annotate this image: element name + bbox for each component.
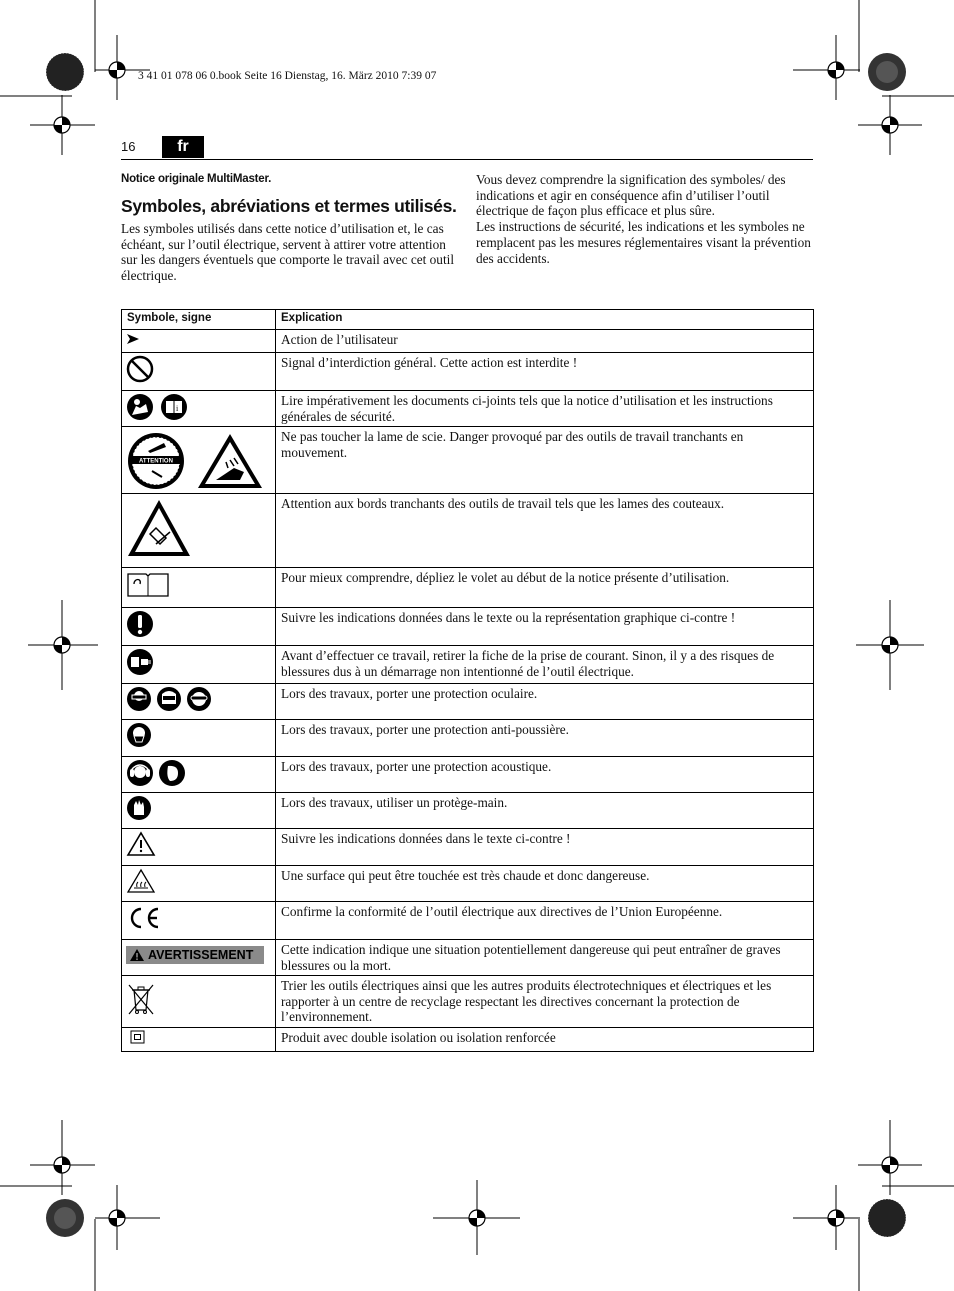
row-text: Lors des travaux, porter une protection acoustique. xyxy=(276,757,814,793)
header-rule xyxy=(121,159,813,160)
ce-mark-icon xyxy=(126,904,162,932)
table-row xyxy=(122,608,814,646)
symbols-table xyxy=(121,309,814,1052)
table-row xyxy=(122,793,814,829)
row-text: Suivre les indications données dans le texte ci-contre ! xyxy=(276,829,814,866)
table-row xyxy=(122,646,814,684)
hand-protection-icon xyxy=(126,795,152,821)
intro-left-column xyxy=(121,221,456,284)
col-header-explanation: Explication xyxy=(276,310,814,330)
row-text: Ne pas toucher la lame de scie. Danger provoqué par des outils de travail tranchants en mouvement. xyxy=(276,427,814,494)
row-text: Suivre les indications données dans le texte ou la représentation graphique ci-contre ! xyxy=(276,608,814,646)
prohibition-icon xyxy=(126,355,154,383)
row-text: Pour mieux comprendre, dépliez le volet au début de la notice présente d’utilisation. xyxy=(276,568,814,608)
row-text: Signal d’interdiction général. Cette action est interdite ! xyxy=(276,353,814,391)
row-text: Lire impérativement les documents ci-joints tels que la notice d’utilisation et les instructions générales de sécurité. xyxy=(276,391,814,427)
saw-blade-danger-icon xyxy=(126,431,186,491)
row-text: Action de l’utilisateur xyxy=(276,330,814,353)
table-row xyxy=(122,330,814,353)
original-notice: Notice originale MultiMaster. xyxy=(121,173,272,185)
row-text: Une surface qui peut être touchée est très chaude et donc dangereuse. xyxy=(276,866,814,902)
page-number: 16 xyxy=(121,139,136,154)
row-text: Lors des travaux, porter une protection anti-poussière. xyxy=(276,720,814,757)
intro-paragraph-2: Les instructions de sécurité, les indications et les symboles ne remplacent pas les mesures réglementaires visant la prévention des accidents. xyxy=(476,219,811,266)
intro-right-column xyxy=(476,172,813,266)
blade-warning-triangle-icon xyxy=(196,432,264,490)
svg-text:i: i xyxy=(176,404,179,413)
ear-protection-icon xyxy=(126,759,154,787)
eye-protection-icon xyxy=(126,686,152,712)
table-header-row xyxy=(122,310,814,330)
arrow-icon xyxy=(126,333,140,345)
row-text: Avant d’effectuer ce travail, retirer la fiche de la prise de courant. Sinon, il y a des risques de blessures dus à un démarrage non intentionné de l’outil électrique. xyxy=(276,646,814,684)
exclamation-icon xyxy=(126,610,154,638)
table-row xyxy=(122,976,814,1028)
double-insulation-icon xyxy=(130,1030,146,1044)
sharp-edge-warning-icon xyxy=(126,498,192,560)
table-row xyxy=(122,829,814,866)
warning-badge-label: AVERTISSEMENT xyxy=(148,948,254,962)
row-text: Produit avec double isolation ou isolation renforcée xyxy=(276,1027,814,1051)
dust-mask-icon xyxy=(126,722,152,748)
row-text: Confirme la conformité de l’outil électrique aux directives de l’Union Européenne. xyxy=(276,902,814,940)
section-heading: Symboles, abréviations et termes utilisés. xyxy=(121,196,457,216)
warning-triangle-icon xyxy=(126,831,156,857)
manual-book-icon xyxy=(160,393,188,421)
table-row xyxy=(122,940,814,976)
hot-surface-icon xyxy=(126,868,156,894)
table-row xyxy=(122,866,814,902)
intro-paragraph-1: Vous devez comprendre la signification des symboles/ des indications et agir en conséquence afin d’utiliser l’outil électrique de façon plus efficace et plus sûre. xyxy=(476,172,786,219)
face-shield-icon xyxy=(156,686,182,712)
warning-badge xyxy=(126,946,264,964)
crossed-bin-icon xyxy=(126,982,156,1016)
table-row xyxy=(122,353,814,391)
table-row xyxy=(122,720,814,757)
table-row xyxy=(122,494,814,568)
fold-out-page-icon xyxy=(126,570,170,598)
table-row xyxy=(122,1027,814,1051)
intro-paragraph: Les symboles utilisés dans cette notice d’utilisation et, le cas échéant, sur l’outil électrique, servent à attirer votre attention sur les dangers éventuels que comporte le travail avec cet outil électrique. xyxy=(121,221,455,284)
row-text: Trier les outils électriques ainsi que les autres produits électrotechniques et électriques et les rapporter à un centre de recyclage respectant les directives concernant la protection de l’environnement. xyxy=(276,976,814,1028)
table-row xyxy=(122,902,814,940)
row-text: Lors des travaux, porter une protection oculaire. xyxy=(276,684,814,720)
unplug-icon xyxy=(126,648,154,676)
table-row xyxy=(122,427,814,494)
ear-plugs-icon xyxy=(158,759,186,787)
table-row xyxy=(122,757,814,793)
table-row xyxy=(122,568,814,608)
col-header-symbol: Symbole, signe xyxy=(122,310,276,330)
table-row xyxy=(122,391,814,427)
book-info: 3 41 01 078 06 0.book Seite 16 Dienstag, 16. März 2010 7:39 07 xyxy=(138,70,437,82)
row-text: Attention aux bords tranchants des outils de travail tels que les lames des couteaux. xyxy=(276,494,814,568)
goggles-icon xyxy=(186,686,212,712)
language-tab: fr xyxy=(162,136,204,158)
row-text: Cette indication indique une situation potentiellement dangereuse qui peut entraîner de graves blessures ou la mort. xyxy=(276,940,814,976)
svg-text:ATTENTION: ATTENTION xyxy=(139,458,173,465)
warning-badge-icon xyxy=(129,948,145,962)
read-manual-icon xyxy=(126,393,154,421)
row-text: Lors des travaux, utiliser un protège-main. xyxy=(276,793,814,829)
table-row xyxy=(122,684,814,720)
